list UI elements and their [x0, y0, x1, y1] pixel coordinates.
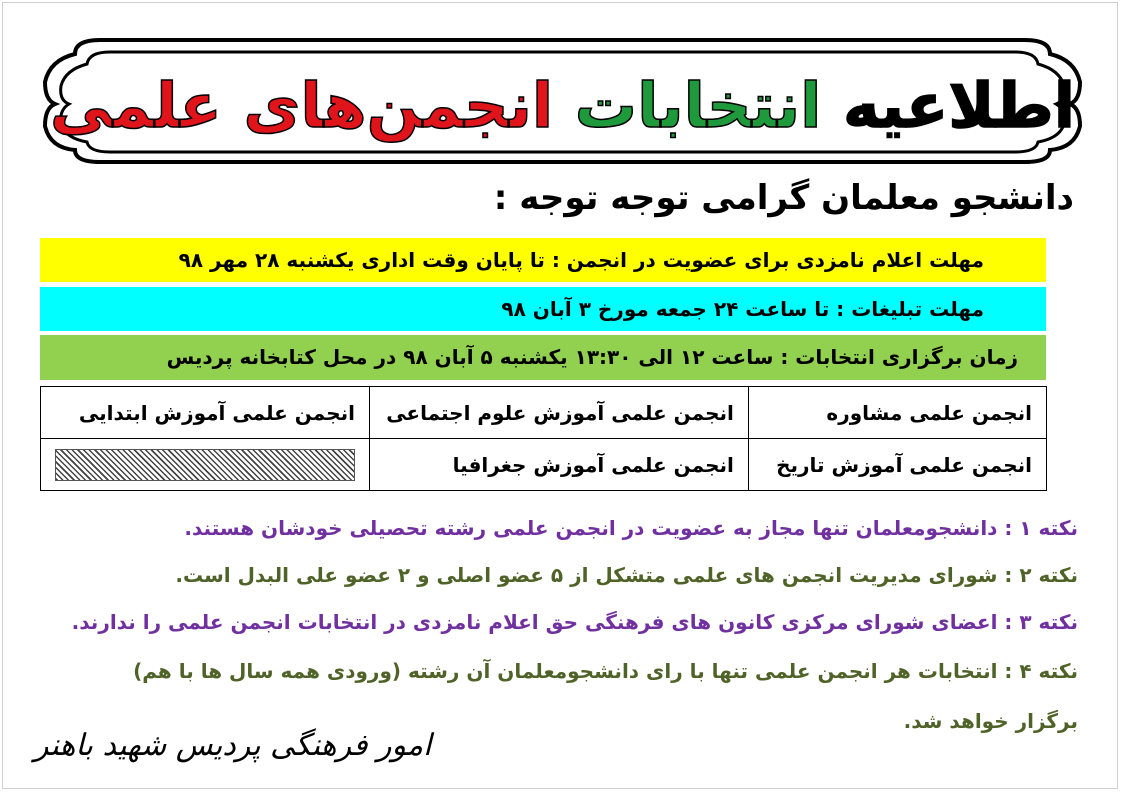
note-3: نکته ۳ : اعضای شورای مرکزی کانون های فرهنگی حق اعلام نامزدی در انتخابات انجمن علمی را ندارند.: [71, 610, 1078, 634]
association-cell: انجمن علمی آموزش ابتدایی: [41, 387, 370, 439]
notes: [68, 505, 1078, 746]
nomination-deadline-band: مهلت اعلام نامزدی برای عضویت در انجمن : تا پایان وقت اداری یکشنبه ۲۸ مهر ۹۸: [40, 238, 1046, 282]
association-cell: انجمن علمی آموزش تاریخ: [748, 439, 1046, 491]
association-cell: انجمن علمی آموزش علوم اجتماعی: [370, 387, 749, 439]
title-word-associations: انجمن‌های علمی: [49, 69, 554, 142]
signature: امور فرهنگی پردیس شهید باهنر: [34, 728, 432, 763]
table-row: [41, 387, 1047, 439]
association-cell: انجمن علمی مشاوره: [748, 387, 1046, 439]
association-cell: انجمن علمی آموزش جغرافیا: [370, 439, 749, 491]
election-time-band: زمان برگزاری انتخابات : ساعت ۱۲ الی ۱۳:۳۰ یکشنبه ۵ آبان ۹۸ در محل کتابخانه پردیس: [40, 335, 1046, 380]
note-1: نکته ۱ : دانشجومعلمان تنها مجاز به عضویت در انجمن علمی رشته تحصیلی خودشان هستند.: [184, 516, 1078, 540]
note-4: نکته ۴ : انتخابات هر انجمن علمی تنها با رای دانشجومعلمان آن رشته (ورودی همه سال ها با هم) برگزار خواهد شد.: [133, 659, 1078, 733]
associations-table: [40, 386, 1047, 491]
hatched-cell: [41, 439, 370, 491]
title-banner: [40, 30, 1085, 170]
title-word-elections: انتخابات: [574, 69, 822, 142]
title: [40, 68, 1085, 144]
note-2: نکته ۲ : شورای مدیریت انجمن های علمی متشکل از ۵ عضو اصلی و ۲ عضو علی البدل است.: [175, 563, 1078, 587]
title-word-announcement: اطلاعیه: [843, 69, 1076, 142]
campaign-deadline-band: مهلت تبلیغات : تا ساعت ۲۴ جمعه مورخ ۳ آبان ۹۸: [40, 287, 1046, 331]
attention-heading: دانشجو معلمان گرامی توجه توجه :: [493, 178, 1074, 218]
hatch-pattern: [55, 449, 355, 481]
table-row: [41, 439, 1047, 491]
